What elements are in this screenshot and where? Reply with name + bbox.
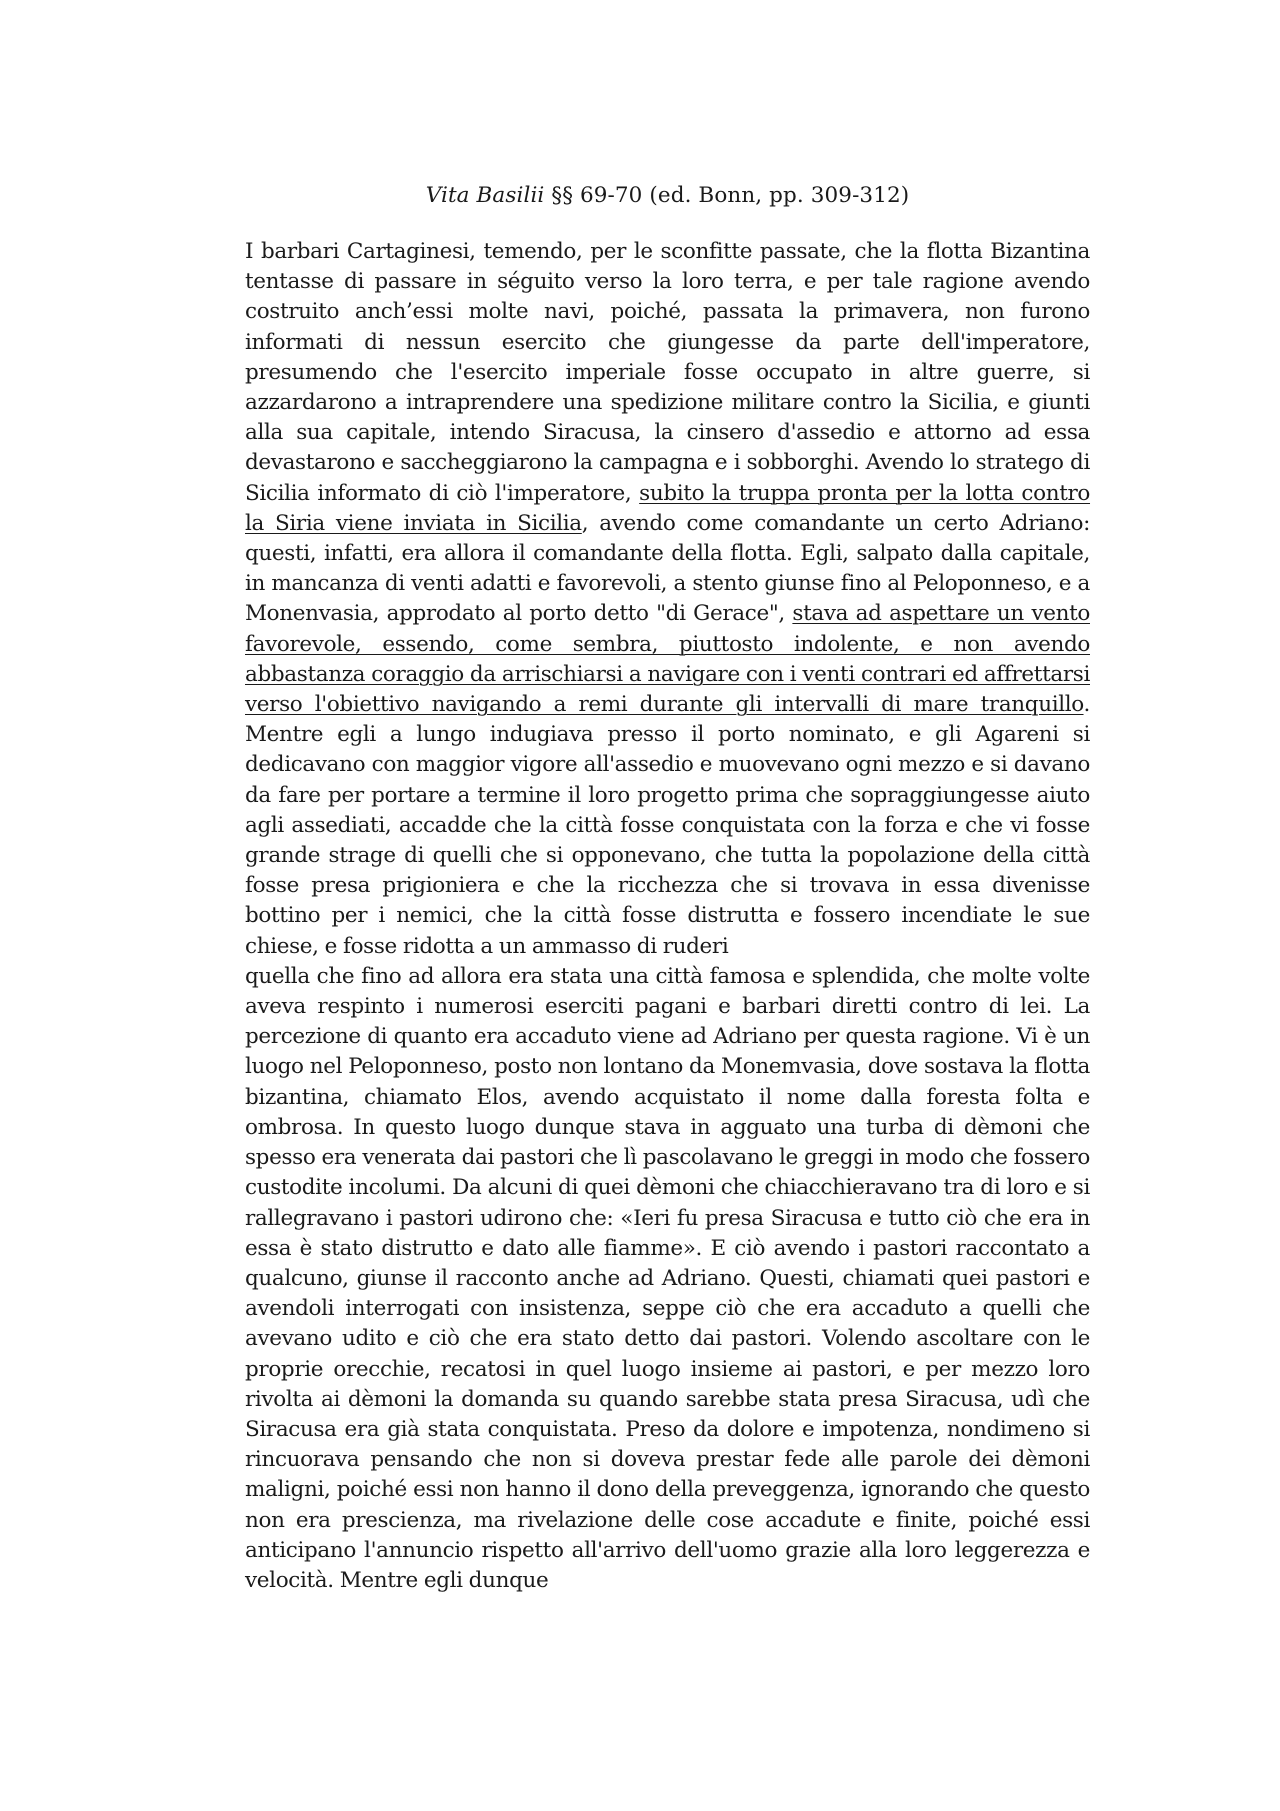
text-segment: , avendo come comandante un certo Adriano: questi, infatti, era allora il comandante della flotta. Egli, salpato dalla capitale, in mancanza di venti adatti e favorevoli, a stento giunse fino al Peloponneso, e a Monenvasia, approdato al porto detto "di Gerace", <box>245 510 1090 627</box>
text-segment: I barbari Cartaginesi, temendo, per le sconfitte passate, che la flotta Bizantina tentasse di passare in séguito verso la loro terra, e per tale ragione avendo costruito anch’essi molte navi, poiché, passata la primavera, non furono informati di nessun esercito che giungesse da parte dell'imperatore, presumendo che l'esercito imperiale fosse occupato in altre guerre, si azzardarono a intraprendere una spedizione militare contro la Sicilia, e giunti alla sua capitale, intendo Siracusa, la cinsero d'assedio e attorno ad essa devastarono e saccheggiarono la campagna e i sobborghi. Avendo lo stratego di Sicilia informato di ciò l'imperatore, <box>245 239 1090 506</box>
text-segment: . Mentre egli a lungo indugiava presso il porto nominato, e gli Agareni si dedicavano con maggior vigore all'assedio e muovevano ogni mezzo e si davano da fare per portare a termine il loro progetto prima che sopraggiungesse aiuto agli assediati, accadde che la città fosse conquistata con la forza e che vi fosse grande strage di quelli che si opponevano, che tutta la popolazione della città fosse presa prigioniera e che la ricchezza che si trovava in essa divenisse bottino per i nemici, che la città fosse distrutta e fossero incendiate le sue chiese, e fosse ridotta a un ammasso di ruderi <box>245 692 1090 959</box>
title-italic: Vita Basilii <box>425 183 545 208</box>
underlined-passage-2: stava ad aspettare un vento favorevole, essendo, come sembra, piuttosto indolente, e non avendo abbastanza coraggio da arrischiarsi a navigare con i venti contrari ed affrettarsi verso l'obiettivo navigando a remi durante gli intervalli di mare tranquillo <box>245 601 1090 718</box>
title-reference: §§ 69-70 (ed. Bonn, pp. 309-312) <box>544 183 910 208</box>
paragraph-2: quella che fino ad allora era stata una città famosa e splendida, che molte volte aveva respinto i numerosi eserciti pagani e barbari diretti contro di lei. La percezione di quanto era accaduto viene ad Adriano per questa ragione. Vi è un luogo nel Peloponneso, posto non lontano da Monemvasia, dove sostava la flotta bizantina, chiamato Elos, avendo acquistato il nome dalla foresta folta e ombrosa. In questo luogo dunque stava in agguato una turba di dèmoni che spesso era venerata dai pastori che lì pascolavano le greggi in modo che fossero custodite incolumi. Da alcuni di quei dèmoni che chiacchieravano tra di loro e si rallegravano i pastori udirono che: «Ieri fu presa Siracusa e tutto ciò che era in essa è stato distrutto e dato alle fiamme». E ciò avendo i pastori raccontato a qualcuno, giunse il racconto anche ad Adriano. Questi, chiamati quei pastori e avendoli interrogati con insistenza, seppe ciò che era accaduto a quelli che avevano udito e ciò che era stato detto dai pastori. Volendo ascoltare con le proprie orecchie, recatosi in quel luogo insieme ai pastori, e per mezzo loro rivolta ai dèmoni la domanda su quando sarebbe stata presa Siracusa, udì che Siracusa era già stata conquistata. Preso da dolore e impotenza, nondimeno si rincuorava pensando che non si doveva prestar fede alle parole dei dèmoni maligni, poiché essi non hanno il dono della preveggenza, ignorando che questo non era prescienza, ma rivelazione delle cose accadute e finite, poiché essi anticipano l'annuncio rispetto all'arrivo dell'uomo grazie alla loro leggerezza e velocità. Mentre egli dunque <box>245 963 1090 1593</box>
page-title <box>245 181 1090 211</box>
paragraph-1 <box>245 237 1090 962</box>
document-page <box>245 181 1090 1596</box>
underlined-passage-1: subito la truppa pronta per la lotta contro la Siria viene inviata in Sicilia <box>245 480 1091 536</box>
